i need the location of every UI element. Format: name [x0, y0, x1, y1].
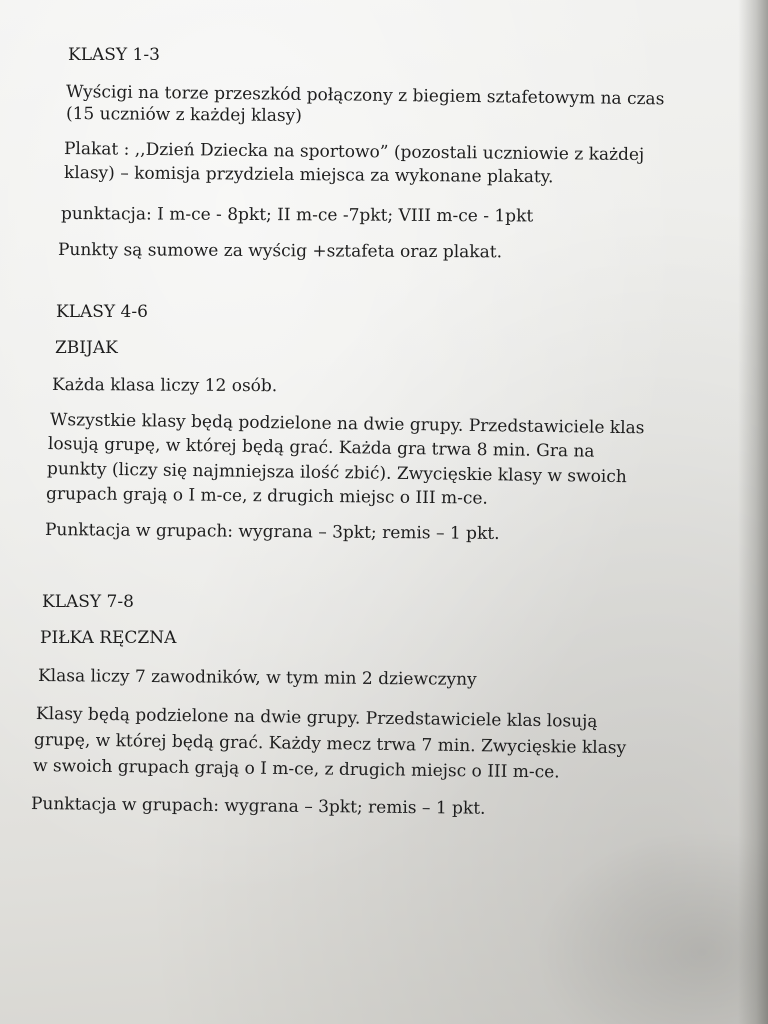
team-size-4-6: Każda klasa liczy 12 osób. — [51, 375, 278, 397]
rules-line-1-7-8: Klasy będą podzielone na dwie grupy. Przedstawiciele klas losują — [35, 704, 598, 732]
paper-edge-shadow — [738, 0, 768, 1024]
rules-line-1-4-6: Wszystkie klasy będą podzielone na dwie grupy. Przedstawiciele klas — [49, 410, 645, 439]
scoring-text-7-8: Punktacja w grupach: wygrana – 3pkt; remis – 1 pkt. — [30, 794, 486, 819]
points-sum-note: Punkty są sumowe za wyścig +sztafeta oraz plakat. — [57, 240, 503, 263]
poster-text: Plakat : ,,Dzień Dziecka na sportowo” (pozostali uczniowie z każdej — [63, 139, 645, 166]
rules-line-4-4-6: grupach grają o I m-ce, z drugich miejsc o III m-ce. — [45, 484, 488, 509]
sport-name-zbijak: ZBIJAK — [55, 338, 118, 358]
team-size-7-8: Klasa liczy 7 zawodników, w tym min 2 dziewczyny — [37, 666, 477, 690]
section-heading-klasy-4-6: KLASY 4-6 — [56, 302, 148, 322]
rules-line-2-4-6: losują grupę, w której będą grać. Każda gra trwa 8 min. Gra na — [47, 434, 595, 462]
relay-race-participants: (15 uczniów z każdej klasy) — [65, 104, 302, 127]
sport-name-pilka-reczna: PIŁKA RĘCZNA — [40, 628, 177, 648]
rules-line-3-7-8: w swoich grupach grają o I m-ce, z drugich miejsc o III m-ce. — [32, 756, 560, 783]
scoring-text-1-3: punktacja: I m-ce - 8pkt; II m-ce -7pkt; VIII m-ce - 1pkt — [60, 204, 534, 227]
section-heading-klasy-7-8: KLASY 7-8 — [42, 592, 134, 612]
paper-crease-shadow — [520, 820, 768, 1024]
section-heading-klasy-1-3: KLASY 1-3 — [68, 45, 160, 65]
scoring-text-4-6: Punktacja w grupach: wygrana – 3pkt; remis – 1 pkt. — [44, 520, 500, 544]
relay-race-text: Wyścigi na torze przeszkód połączony z biegiem sztafetowym na czas — [65, 82, 665, 110]
rules-line-3-4-6: punkty (liczy się najmniejsza ilość zbić). Zwycięskie klasy w swoich — [46, 459, 627, 488]
poster-commission-text: klasy) – komisja przydziela miejsca za wykonane plakaty. — [63, 163, 554, 188]
rules-line-2-7-8: grupę, w której będą grać. Każdy mecz trwa 7 min. Zwycięskie klasy — [33, 730, 627, 759]
